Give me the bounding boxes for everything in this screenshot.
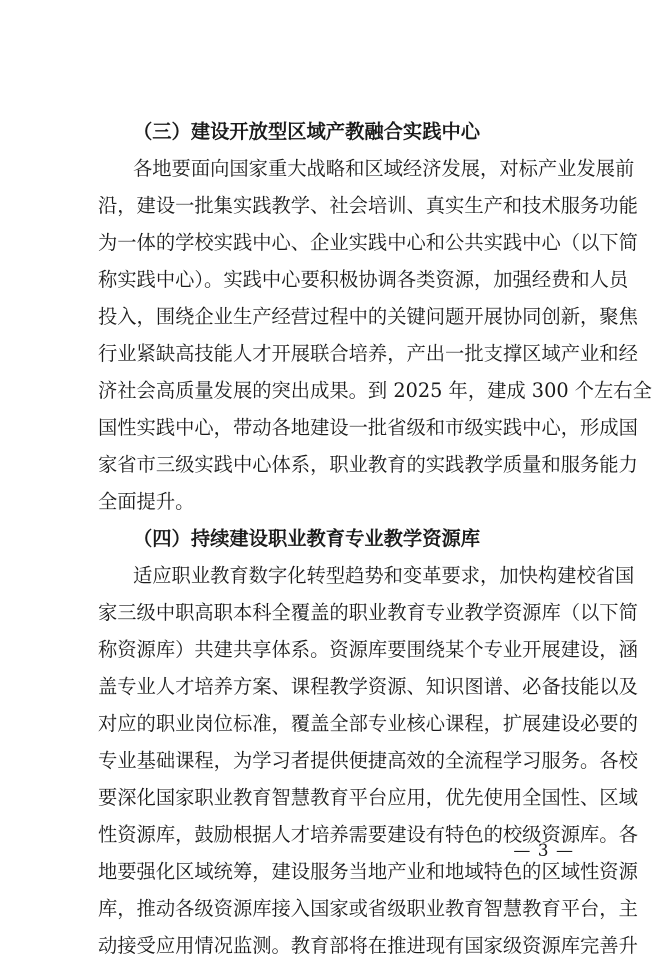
paragraph-line: 家三级中职高职本科全覆盖的职业教育专业教学资源库（以下简	[98, 601, 638, 624]
paragraph-line: 库，推动各级资源库接入国家或省级职业教育智慧教育平台，主	[98, 897, 638, 920]
paragraph-line: 行业紧缺高技能人才开展联合培养，产出一批支撑区域产业和经	[98, 342, 638, 365]
paragraph-line: 性资源库，鼓励根据人才培养需要建设有特色的校级资源库。各	[98, 823, 638, 846]
paragraph-line: 为一体的学校实践中心、企业实践中心和公共实践中心（以下简	[98, 231, 638, 254]
paragraph-line: 适应职业教育数字化转型趋势和变革要求，加快构建校省国	[133, 564, 635, 587]
paragraph-line: 济社会高质量发展的突出成果。到 2025 年，建成 300 个左右全	[98, 379, 652, 402]
paragraph-line: 国性实践中心，带动各地建设一批省级和市级实践中心，形成国	[98, 416, 638, 439]
paragraph-line: 称实践中心）。实践中心要积极协调各类资源，加强经费和人员	[98, 268, 629, 291]
section-4-heading: （四）持续建设职业教育专业教学资源库	[133, 527, 481, 550]
paragraph-line: 投入，围绕企业生产经营过程中的关键问题开展协同创新，聚焦	[98, 305, 638, 328]
section-3-heading: （三）建设开放型区域产教融合实践中心	[133, 120, 481, 143]
paragraph-line: 盖专业人才培养方案、课程教学资源、知识图谱、必备技能以及	[98, 675, 638, 698]
page-number: — 3 —	[513, 841, 574, 861]
paragraph-line: 沿，建设一批集实践教学、社会培训、真实生产和技术服务功能	[98, 194, 638, 217]
paragraph-line: 称资源库）共建共享体系。资源库要围绕某个专业开展建设，涵	[98, 638, 638, 661]
paragraph-line: 家省市三级实践中心体系，职业教育的实践教学质量和服务能力	[98, 453, 638, 476]
paragraph-line: 地要强化区域统筹，建设服务当地产业和地域特色的区域性资源	[98, 860, 638, 883]
paragraph-line: 各地要面向国家重大战略和区域经济发展，对标产业发展前	[133, 157, 635, 180]
paragraph-line: 对应的职业岗位标准，覆盖全部专业核心课程，扩展建设必要的	[98, 712, 638, 735]
paragraph-line: 全面提升。	[98, 490, 195, 513]
paragraph-line: 动接受应用情况监测。教育部将在推进现有国家级资源库完善升	[98, 934, 638, 957]
paragraph-line: 要深化国家职业教育智慧教育平台应用，优先使用全国性、区域	[98, 786, 638, 809]
paragraph-line: 专业基础课程，为学习者提供便捷高效的全流程学习服务。各校	[98, 749, 638, 772]
